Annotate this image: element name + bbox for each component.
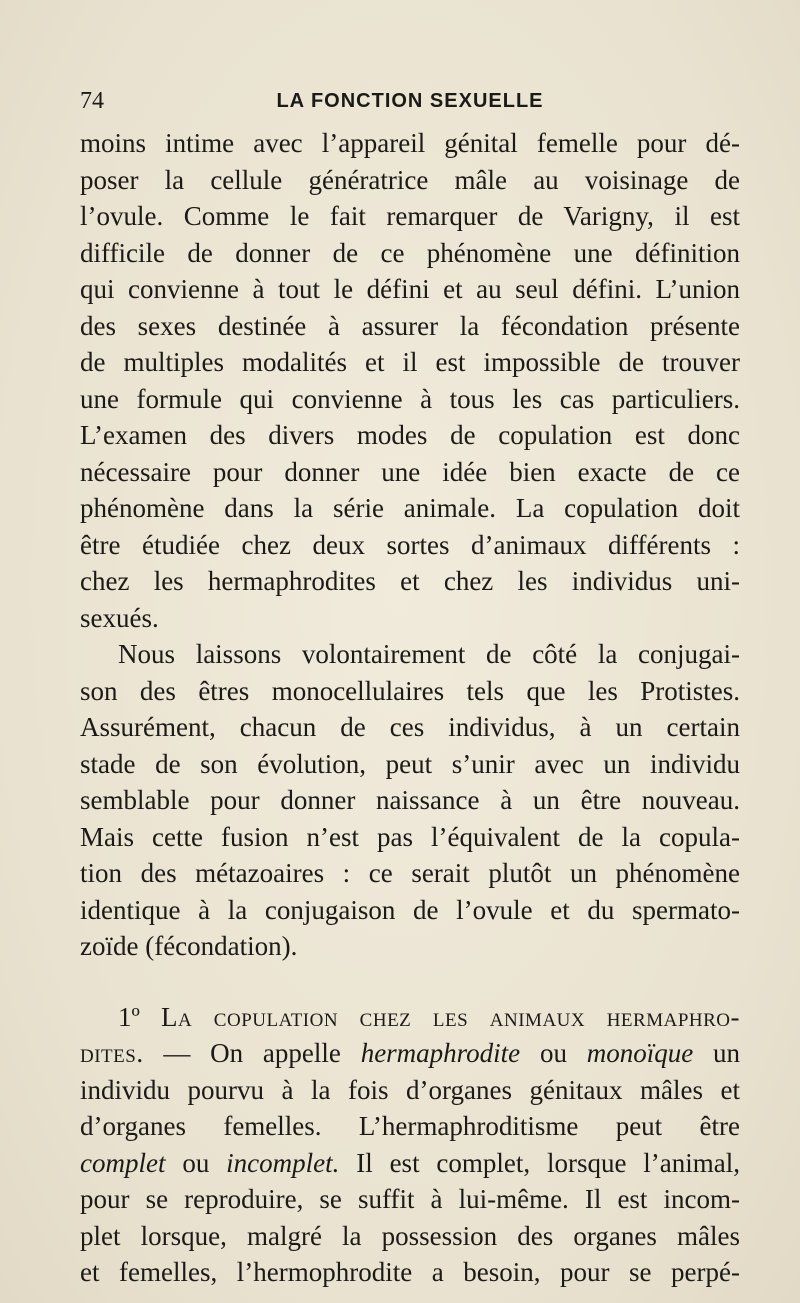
text-line: Mais cette fusion n’est pas l’équivalent de la copula- xyxy=(80,821,740,852)
text-fragment: ou xyxy=(520,1038,587,1068)
text-line xyxy=(80,1035,740,1072)
text-line: poser la cellule génératrice mâle au voisinage de xyxy=(80,164,740,195)
text-line: son des êtres monocellulaires tels que les Protistes. xyxy=(80,675,740,706)
body-text xyxy=(80,125,740,1291)
text-line: identique à la conjugaison de l’ovule et du spermato- xyxy=(80,894,740,925)
text-line: zoïde (fécondation). xyxy=(80,931,298,961)
text-line: nécessaire pour donner une idée bien exacte de ce xyxy=(80,456,740,487)
text-line: l’ovule. Comme le fait remarquer de Varigny, il est xyxy=(80,201,740,231)
section-gap xyxy=(80,965,740,999)
chapter-title: LA FONCTION SEXUELLE xyxy=(276,90,544,112)
text-line: qui convienne à tout le défini et au seul défini. L’union xyxy=(80,274,740,304)
text-line: difficile de donner de ce phénomène une définition xyxy=(80,237,740,268)
text-line: individu pourvu à la fois d’organes génitaux mâles et xyxy=(80,1074,740,1105)
text-line: être étudiée chez deux sortes d’animaux différents : xyxy=(80,529,740,560)
section-heading-continued: dites. xyxy=(80,1038,144,1068)
text-fragment: ou xyxy=(165,1147,227,1178)
page-number: 74 xyxy=(80,88,104,114)
text-line: de multiples modalités et il est impossible de trouver xyxy=(80,347,740,377)
text-line: tion des métazoaires : ce serait plutôt un phénomène xyxy=(80,858,740,888)
section-heading: La copulation chez les animaux hermaphro- xyxy=(160,1001,740,1032)
paragraph-2 xyxy=(80,636,740,965)
text-fragment: un xyxy=(693,1038,741,1068)
text-line: Assurément, chacun de ces individus, à un certain xyxy=(80,712,740,742)
paragraph-1 xyxy=(80,125,740,636)
text-line: une formule qui convienne à tous les cas particuliers. xyxy=(80,383,740,414)
section-heading-line xyxy=(80,999,740,1036)
text-line: L’examen des divers modes de copulation est donc xyxy=(80,420,740,450)
text-line: sexués. xyxy=(80,602,159,633)
text-line: stade de son évolution, peut s’unir avec un individu xyxy=(80,748,740,779)
text-line: phénomène dans la série animale. La copulation doit xyxy=(80,493,740,523)
text-line: et femelles, l’hermophrodite a besoin, pour se perpé- xyxy=(80,1257,740,1287)
text-line: Nous laissons volontairement de côté la conjugai- xyxy=(118,639,740,669)
text-line: chez les hermaphrodites et chez les individus uni- xyxy=(80,566,740,596)
running-head xyxy=(80,83,740,119)
text-line: d’organes femelles. L’hermaphroditisme peut être xyxy=(80,1111,740,1141)
text-line: moins intime avec l’appareil génital femelle pour dé- xyxy=(80,128,740,158)
text-fragment: — On appelle xyxy=(143,1038,361,1068)
text-line: des sexes destinée à assurer la fécondation présente xyxy=(80,310,740,341)
term-complet: complet xyxy=(80,1147,166,1178)
term-monoique: monoïque xyxy=(586,1038,694,1068)
text-line xyxy=(80,1145,740,1182)
text-fragment: Il est complet, lorsque l’animal, xyxy=(339,1147,741,1178)
section-number: 1º xyxy=(118,1001,140,1032)
term-incomplet: incomplet. xyxy=(226,1147,340,1178)
term-hermaphrodite: hermaphrodite xyxy=(360,1038,521,1068)
text-line: pour se reproduire, se suffit à lui-même. Il est incom- xyxy=(80,1184,740,1214)
text-line: semblable pour donner naissance à un être nouveau. xyxy=(80,785,740,815)
section-hermaphrodites xyxy=(80,999,740,1291)
text-line: plet lorsque, malgré la possession des organes mâles xyxy=(80,1220,740,1251)
